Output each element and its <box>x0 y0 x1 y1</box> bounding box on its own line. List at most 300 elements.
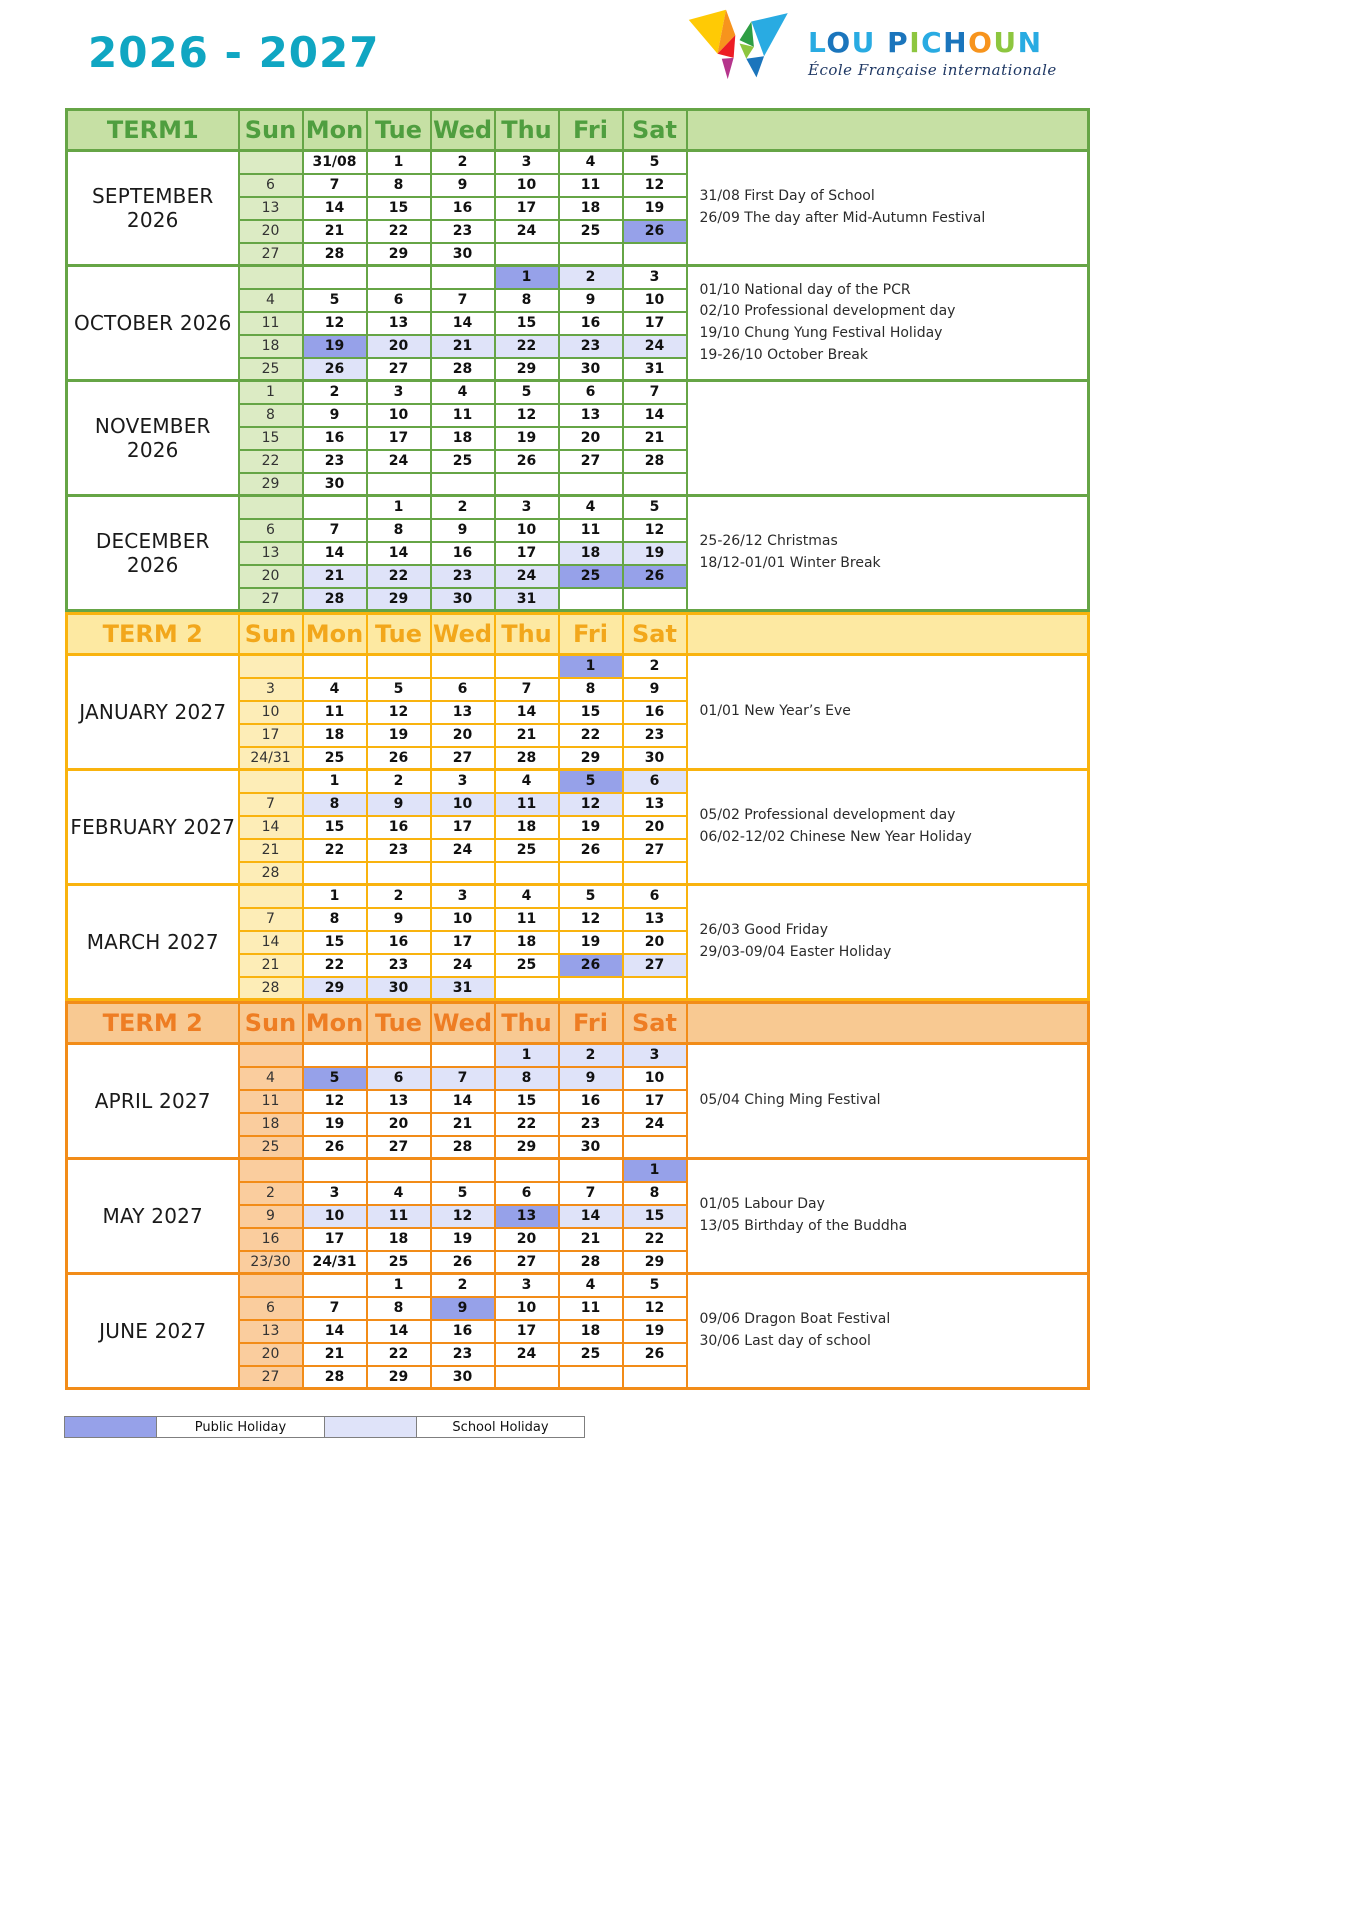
day-cell: 12 <box>623 1297 687 1320</box>
day-cell: 2 <box>431 151 495 174</box>
day-cell: 19 <box>559 931 623 954</box>
day-header: Sun <box>239 110 303 151</box>
logo-letter: P <box>887 25 910 59</box>
day-cell: 26 <box>559 839 623 862</box>
day-cell: 14 <box>303 197 367 220</box>
day-cell <box>559 862 623 885</box>
day-cell: 29 <box>303 977 367 1000</box>
day-cell: 5 <box>495 381 559 404</box>
day-cell <box>431 655 495 678</box>
day-cell: 25 <box>239 1136 303 1159</box>
day-cell: 2 <box>559 266 623 289</box>
day-cell: 9 <box>303 404 367 427</box>
day-cell: 20 <box>239 220 303 243</box>
day-cell: 2 <box>303 381 367 404</box>
notes-header <box>687 1003 1089 1044</box>
day-cell: 10 <box>431 908 495 931</box>
day-cell <box>559 977 623 1000</box>
day-cell: 7 <box>239 908 303 931</box>
day-cell: 10 <box>239 701 303 724</box>
day-cell: 14 <box>431 1090 495 1113</box>
note-line: 19/10 Chung Yung Festival Holiday <box>699 325 943 341</box>
day-cell: 28 <box>239 862 303 885</box>
logo-letter: L <box>808 25 827 59</box>
day-cell: 2 <box>431 496 495 519</box>
day-cell: 27 <box>239 243 303 266</box>
day-cell: 17 <box>623 1090 687 1113</box>
day-cell: 5 <box>367 678 431 701</box>
day-cell <box>559 1159 623 1182</box>
day-cell: 25 <box>431 450 495 473</box>
day-cell: 22 <box>623 1228 687 1251</box>
day-cell <box>495 243 559 266</box>
day-cell: 5 <box>431 1182 495 1205</box>
month-notes <box>687 770 1089 885</box>
day-header: Tue <box>367 110 431 151</box>
day-cell <box>623 588 687 611</box>
day-header: Fri <box>559 110 623 151</box>
page-header <box>0 0 1358 108</box>
day-cell: 25 <box>559 1343 623 1366</box>
day-cell: 19 <box>559 816 623 839</box>
day-cell: 4 <box>559 496 623 519</box>
day-cell: 10 <box>367 404 431 427</box>
day-cell: 29 <box>367 1366 431 1389</box>
day-cell: 17 <box>303 1228 367 1251</box>
public-holiday-swatch <box>64 1416 157 1438</box>
day-cell: 18 <box>559 542 623 565</box>
day-cell: 4 <box>495 770 559 793</box>
day-cell <box>239 655 303 678</box>
day-cell: 17 <box>431 931 495 954</box>
month-name: APRIL 2027 <box>67 1044 239 1159</box>
month-notes <box>687 151 1089 266</box>
day-header: Sat <box>623 614 687 655</box>
logo-text <box>808 26 1057 79</box>
day-cell: 29 <box>495 1136 559 1159</box>
holiday-legend <box>65 1416 1358 1438</box>
logo-letter: U <box>851 25 876 59</box>
day-cell: 26 <box>431 1251 495 1274</box>
day-cell: 24 <box>495 1343 559 1366</box>
day-cell: 1 <box>367 1274 431 1297</box>
day-cell: 5 <box>559 770 623 793</box>
day-cell <box>367 862 431 885</box>
day-cell <box>239 151 303 174</box>
day-cell: 8 <box>495 1067 559 1090</box>
day-cell: 19 <box>303 1113 367 1136</box>
logo-tagline: École Française internationale <box>808 60 1057 79</box>
day-cell <box>239 496 303 519</box>
day-cell: 19 <box>623 1320 687 1343</box>
day-cell: 12 <box>367 701 431 724</box>
day-cell: 12 <box>495 404 559 427</box>
day-cell: 27 <box>559 450 623 473</box>
day-cell <box>495 473 559 496</box>
day-cell: 18 <box>303 724 367 747</box>
day-cell: 14 <box>303 542 367 565</box>
day-cell: 24 <box>367 450 431 473</box>
day-cell: 27 <box>623 839 687 862</box>
day-cell: 20 <box>623 931 687 954</box>
note-line: 19-26/10 October Break <box>699 346 868 363</box>
day-cell: 12 <box>303 1090 367 1113</box>
note-line: 18/12-01/01 Winter Break <box>699 555 881 571</box>
day-cell: 8 <box>495 289 559 312</box>
day-cell: 6 <box>367 1067 431 1090</box>
day-cell: 1 <box>367 151 431 174</box>
day-cell: 11 <box>559 519 623 542</box>
day-cell: 3 <box>495 496 559 519</box>
day-cell: 16 <box>559 312 623 335</box>
day-cell: 21 <box>239 839 303 862</box>
day-cell <box>303 655 367 678</box>
day-header: Sun <box>239 614 303 655</box>
day-cell: 20 <box>239 1343 303 1366</box>
day-cell: 7 <box>303 174 367 197</box>
day-cell: 8 <box>303 793 367 816</box>
logo-letter: C <box>921 25 944 59</box>
school-holiday-label: School Holiday <box>416 1416 585 1438</box>
day-cell: 23 <box>623 724 687 747</box>
day-cell: 19 <box>431 1228 495 1251</box>
day-cell <box>239 1274 303 1297</box>
term-label: TERM1 <box>67 110 239 151</box>
day-cell: 31 <box>495 588 559 611</box>
day-header: Thu <box>495 1003 559 1044</box>
day-cell: 11 <box>239 312 303 335</box>
day-cell: 16 <box>367 816 431 839</box>
month-name: MAY 2027 <box>67 1159 239 1274</box>
day-cell: 13 <box>367 312 431 335</box>
day-cell <box>559 1366 623 1389</box>
day-cell: 28 <box>495 747 559 770</box>
day-cell: 8 <box>239 404 303 427</box>
day-cell: 14 <box>239 816 303 839</box>
term-table <box>65 612 1090 1001</box>
day-cell: 9 <box>559 289 623 312</box>
day-cell: 27 <box>239 1366 303 1389</box>
day-cell: 18 <box>431 427 495 450</box>
month-notes <box>687 381 1089 496</box>
day-cell: 24/31 <box>239 747 303 770</box>
day-cell: 8 <box>623 1182 687 1205</box>
day-cell: 30 <box>559 358 623 381</box>
day-cell <box>431 266 495 289</box>
day-cell: 28 <box>623 450 687 473</box>
day-cell <box>303 862 367 885</box>
day-cell: 30 <box>431 1366 495 1389</box>
day-cell: 19 <box>495 427 559 450</box>
day-cell: 20 <box>559 427 623 450</box>
day-cell <box>623 243 687 266</box>
day-cell: 16 <box>431 197 495 220</box>
day-cell: 7 <box>431 1067 495 1090</box>
day-cell: 23 <box>367 954 431 977</box>
day-cell: 5 <box>303 289 367 312</box>
day-cell <box>303 266 367 289</box>
day-header: Wed <box>431 1003 495 1044</box>
day-cell: 6 <box>239 519 303 542</box>
day-cell: 31 <box>623 358 687 381</box>
day-cell: 4 <box>559 1274 623 1297</box>
day-cell: 26 <box>623 565 687 588</box>
day-cell: 30 <box>431 588 495 611</box>
day-cell: 15 <box>623 1205 687 1228</box>
day-cell: 9 <box>431 519 495 542</box>
day-cell: 25 <box>303 747 367 770</box>
note-line: 09/06 Dragon Boat Festival <box>699 1311 891 1328</box>
day-cell: 4 <box>303 678 367 701</box>
day-cell: 3 <box>495 151 559 174</box>
day-cell: 23 <box>431 220 495 243</box>
day-cell: 8 <box>367 519 431 542</box>
day-cell: 3 <box>239 678 303 701</box>
day-cell <box>431 1159 495 1182</box>
day-cell: 17 <box>623 312 687 335</box>
day-cell: 16 <box>239 1228 303 1251</box>
logo-letter: N <box>1017 25 1043 59</box>
day-cell: 24/31 <box>303 1251 367 1274</box>
day-cell: 29 <box>367 243 431 266</box>
day-cell: 21 <box>303 220 367 243</box>
day-cell: 11 <box>431 404 495 427</box>
day-cell: 26 <box>303 358 367 381</box>
day-cell: 29 <box>495 358 559 381</box>
day-header: Thu <box>495 110 559 151</box>
day-cell <box>495 977 559 1000</box>
day-cell: 22 <box>367 220 431 243</box>
day-cell: 6 <box>623 885 687 908</box>
day-header: Thu <box>495 614 559 655</box>
day-cell: 3 <box>367 381 431 404</box>
day-cell <box>495 1159 559 1182</box>
day-cell: 28 <box>239 977 303 1000</box>
note-line: 25-26/12 Christmas <box>699 533 838 550</box>
day-cell: 8 <box>367 174 431 197</box>
day-cell: 12 <box>623 519 687 542</box>
day-cell: 7 <box>559 1182 623 1205</box>
day-cell: 22 <box>559 724 623 747</box>
note-line: 05/04 Ching Ming Festival <box>699 1092 881 1109</box>
day-cell: 22 <box>239 450 303 473</box>
day-cell: 21 <box>559 1228 623 1251</box>
logo-letter: I <box>909 25 922 59</box>
day-cell: 14 <box>303 1320 367 1343</box>
note-line: 29/03-09/04 Easter Holiday <box>699 944 892 960</box>
day-header: Mon <box>303 614 367 655</box>
day-cell: 31/08 <box>303 151 367 174</box>
day-cell: 5 <box>623 1274 687 1297</box>
month-notes <box>687 1159 1089 1274</box>
day-cell: 3 <box>623 1044 687 1067</box>
day-cell: 10 <box>495 174 559 197</box>
day-cell <box>623 473 687 496</box>
day-cell: 4 <box>559 151 623 174</box>
day-cell: 6 <box>367 289 431 312</box>
school-year-calendar <box>65 108 1090 1390</box>
day-cell <box>239 266 303 289</box>
day-cell <box>303 1274 367 1297</box>
day-cell: 2 <box>367 885 431 908</box>
day-cell: 18 <box>367 1228 431 1251</box>
day-cell: 15 <box>303 931 367 954</box>
day-cell: 14 <box>239 931 303 954</box>
day-cell: 5 <box>623 151 687 174</box>
day-cell: 26 <box>559 954 623 977</box>
day-cell: 14 <box>431 312 495 335</box>
note-line: 01/05 Labour Day <box>699 1196 825 1213</box>
day-cell: 4 <box>367 1182 431 1205</box>
day-cell: 11 <box>239 1090 303 1113</box>
day-cell <box>495 1366 559 1389</box>
term-table <box>65 108 1090 612</box>
day-cell <box>303 1044 367 1067</box>
day-cell: 20 <box>239 565 303 588</box>
day-cell: 1 <box>367 496 431 519</box>
day-cell: 18 <box>559 1320 623 1343</box>
day-cell: 5 <box>303 1067 367 1090</box>
day-cell: 17 <box>495 197 559 220</box>
day-cell: 24 <box>431 954 495 977</box>
day-cell: 4 <box>495 885 559 908</box>
day-cell: 4 <box>239 289 303 312</box>
month-name: SEPTEMBER 2026 <box>67 151 239 266</box>
logo-letter: H <box>943 25 969 59</box>
day-header: Tue <box>367 614 431 655</box>
day-cell: 20 <box>367 1113 431 1136</box>
day-cell: 15 <box>495 1090 559 1113</box>
day-cell: 6 <box>623 770 687 793</box>
day-cell: 24 <box>431 839 495 862</box>
day-cell: 26 <box>495 450 559 473</box>
day-cell: 21 <box>303 1343 367 1366</box>
day-cell: 6 <box>431 678 495 701</box>
day-cell: 3 <box>431 770 495 793</box>
note-line: 05/02 Professional development day <box>699 807 956 824</box>
day-cell: 7 <box>623 381 687 404</box>
day-cell: 16 <box>559 1090 623 1113</box>
day-cell: 15 <box>495 312 559 335</box>
day-cell: 31 <box>431 977 495 1000</box>
day-cell: 9 <box>239 1205 303 1228</box>
day-cell <box>623 862 687 885</box>
day-cell: 2 <box>239 1182 303 1205</box>
day-header: Wed <box>431 614 495 655</box>
day-cell <box>367 473 431 496</box>
day-cell: 19 <box>623 197 687 220</box>
day-cell: 28 <box>559 1251 623 1274</box>
day-cell: 14 <box>623 404 687 427</box>
logo-letter: U <box>993 25 1018 59</box>
day-cell <box>431 473 495 496</box>
day-cell: 14 <box>559 1205 623 1228</box>
day-cell: 19 <box>367 724 431 747</box>
day-cell: 7 <box>303 519 367 542</box>
day-cell: 20 <box>495 1228 559 1251</box>
day-cell: 28 <box>303 588 367 611</box>
day-cell: 27 <box>495 1251 559 1274</box>
day-header: Sat <box>623 1003 687 1044</box>
day-cell: 3 <box>303 1182 367 1205</box>
note-line: 30/06 Last day of school <box>699 1333 871 1349</box>
day-cell: 21 <box>431 1113 495 1136</box>
day-cell: 18 <box>239 1113 303 1136</box>
term-label: TERM 2 <box>67 614 239 655</box>
day-cell: 27 <box>431 747 495 770</box>
day-cell <box>623 1366 687 1389</box>
day-cell: 20 <box>431 724 495 747</box>
day-cell <box>495 862 559 885</box>
month-name: DECEMBER 2026 <box>67 496 239 611</box>
day-cell: 23 <box>559 1113 623 1136</box>
day-cell <box>239 885 303 908</box>
day-cell <box>495 655 559 678</box>
month-name: NOVEMBER 2026 <box>67 381 239 496</box>
day-cell: 22 <box>367 1343 431 1366</box>
month-notes <box>687 496 1089 611</box>
day-cell: 4 <box>239 1067 303 1090</box>
day-cell: 11 <box>303 701 367 724</box>
day-cell: 2 <box>367 770 431 793</box>
note-line: 01/10 National day of the PCR <box>699 281 911 298</box>
day-cell: 10 <box>623 1067 687 1090</box>
note-line: 26/03 Good Friday <box>699 922 829 939</box>
day-cell: 18 <box>495 816 559 839</box>
day-cell: 30 <box>623 747 687 770</box>
day-cell: 1 <box>239 381 303 404</box>
day-cell: 16 <box>367 931 431 954</box>
day-cell: 1 <box>303 770 367 793</box>
day-cell: 12 <box>431 1205 495 1228</box>
day-cell: 8 <box>559 678 623 701</box>
day-cell: 24 <box>623 335 687 358</box>
logo-name <box>808 26 1057 59</box>
day-header: Fri <box>559 1003 623 1044</box>
day-header: Mon <box>303 110 367 151</box>
day-cell: 10 <box>303 1205 367 1228</box>
day-header: Sat <box>623 110 687 151</box>
note-line: 06/02-12/02 Chinese New Year Holiday <box>699 829 972 845</box>
day-cell: 17 <box>431 816 495 839</box>
day-cell: 21 <box>431 335 495 358</box>
day-cell: 12 <box>303 312 367 335</box>
day-cell <box>239 1159 303 1182</box>
month-name: JANUARY 2027 <box>67 655 239 770</box>
day-cell: 10 <box>431 793 495 816</box>
day-cell: 18 <box>495 931 559 954</box>
day-cell: 15 <box>559 701 623 724</box>
day-cell: 13 <box>559 404 623 427</box>
day-cell: 4 <box>431 381 495 404</box>
day-cell: 5 <box>623 496 687 519</box>
day-cell: 27 <box>623 954 687 977</box>
day-cell: 2 <box>559 1044 623 1067</box>
day-cell: 24 <box>495 565 559 588</box>
day-cell <box>239 1044 303 1067</box>
day-header: Mon <box>303 1003 367 1044</box>
note-line: 01/01 New Year’s Eve <box>699 703 851 720</box>
note-line: 13/05 Birthday of the Buddha <box>699 1218 908 1234</box>
month-notes <box>687 885 1089 1000</box>
day-cell: 9 <box>367 793 431 816</box>
day-cell: 22 <box>495 335 559 358</box>
day-header: Wed <box>431 110 495 151</box>
day-cell: 25 <box>495 839 559 862</box>
day-cell: 22 <box>303 839 367 862</box>
day-cell: 28 <box>431 358 495 381</box>
day-cell: 12 <box>559 908 623 931</box>
